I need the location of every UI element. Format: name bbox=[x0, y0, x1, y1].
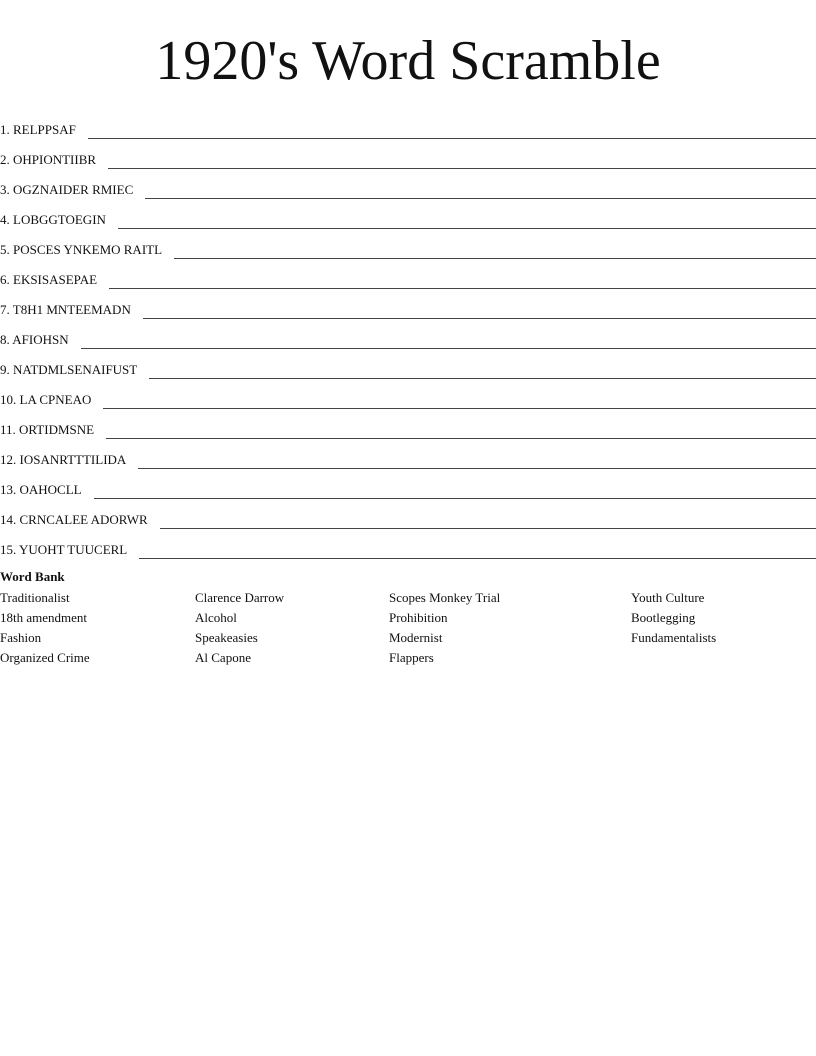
scramble-label bbox=[0, 330, 69, 350]
scramble-list bbox=[0, 110, 816, 560]
item-number: 13. bbox=[0, 482, 17, 497]
scramble-label bbox=[0, 240, 162, 260]
scramble-label bbox=[0, 420, 94, 440]
word-bank-item: Traditionalist bbox=[0, 590, 70, 605]
list-item bbox=[0, 380, 816, 410]
answer-line[interactable] bbox=[138, 467, 816, 469]
scramble-label bbox=[0, 270, 97, 290]
scramble-label bbox=[0, 390, 91, 410]
word-bank-item: Speakeasies bbox=[195, 630, 258, 645]
scrambled-word: IOSANRTTTILIDA bbox=[19, 452, 127, 467]
list-item bbox=[0, 290, 816, 320]
scrambled-word: CRNCALEE ADORWR bbox=[19, 512, 148, 527]
scrambled-word: OGZNAIDER RMIEC bbox=[13, 182, 134, 197]
word-bank-item: Clarence Darrow bbox=[195, 590, 285, 605]
answer-line[interactable] bbox=[108, 167, 816, 169]
list-item bbox=[0, 230, 816, 260]
word-bank-title: Word Bank bbox=[0, 569, 65, 584]
list-item bbox=[0, 410, 816, 440]
scrambled-word: AFIOHSN bbox=[12, 332, 69, 347]
scramble-label bbox=[0, 180, 133, 200]
list-item bbox=[0, 440, 816, 470]
scramble-label bbox=[0, 480, 82, 500]
word-bank-item: Organized Crime bbox=[0, 650, 90, 665]
answer-line[interactable] bbox=[81, 347, 816, 349]
word-bank-item: 18th amendment bbox=[0, 610, 88, 625]
answer-line[interactable] bbox=[145, 197, 816, 199]
scramble-label bbox=[0, 540, 127, 560]
item-number: 8. bbox=[0, 332, 10, 347]
answer-line[interactable] bbox=[94, 497, 816, 499]
scramble-label bbox=[0, 360, 137, 380]
answer-line[interactable] bbox=[139, 557, 816, 559]
word-bank-item: Scopes Monkey Trial bbox=[389, 590, 501, 605]
item-number: 10. bbox=[0, 392, 17, 407]
word-bank-column-2 bbox=[195, 588, 284, 668]
scrambled-word: NATDMLSENAIFUST bbox=[13, 362, 138, 377]
word-bank-item: Fundamentalists bbox=[631, 630, 717, 645]
item-number: 5. bbox=[0, 242, 10, 257]
page-title: 1920's Word Scramble bbox=[155, 30, 661, 92]
word-bank-item: Alcohol bbox=[195, 610, 237, 625]
scrambled-word: EKSISASEPAE bbox=[13, 272, 98, 287]
word-bank bbox=[0, 568, 816, 668]
list-item bbox=[0, 350, 816, 380]
answer-line[interactable] bbox=[149, 377, 816, 379]
scrambled-word: ORTIDMSNE bbox=[19, 422, 95, 437]
answer-line[interactable] bbox=[109, 287, 816, 289]
word-bank-item: Youth Culture bbox=[631, 590, 705, 605]
answer-line[interactable] bbox=[88, 137, 816, 139]
scramble-label bbox=[0, 120, 76, 140]
item-number: 6. bbox=[0, 272, 10, 287]
item-number: 4. bbox=[0, 212, 10, 227]
item-number: 9. bbox=[0, 362, 10, 377]
list-item bbox=[0, 170, 816, 200]
item-number: 1. bbox=[0, 122, 10, 137]
answer-line[interactable] bbox=[103, 407, 816, 409]
scrambled-word: OHPIONTIIBR bbox=[13, 152, 97, 167]
scramble-label bbox=[0, 450, 126, 470]
list-item bbox=[0, 140, 816, 170]
scrambled-word: RELPPSAF bbox=[13, 122, 76, 137]
word-bank-grid bbox=[0, 588, 816, 668]
item-number: 3. bbox=[0, 182, 10, 197]
list-item bbox=[0, 470, 816, 500]
list-item bbox=[0, 500, 816, 530]
scrambled-word: LA CPNEAO bbox=[19, 392, 92, 407]
answer-line[interactable] bbox=[106, 437, 816, 439]
scrambled-word: LOBGGTOEGIN bbox=[13, 212, 106, 227]
item-number: 12. bbox=[0, 452, 17, 467]
word-bank-column-1 bbox=[0, 588, 90, 668]
word-bank-item: Bootlegging bbox=[631, 610, 696, 625]
scramble-label bbox=[0, 300, 131, 320]
scramble-label bbox=[0, 210, 106, 230]
list-item bbox=[0, 320, 816, 350]
word-bank-item: Prohibition bbox=[389, 610, 448, 625]
answer-line[interactable] bbox=[118, 227, 816, 229]
scrambled-word: YUOHT TUUCERL bbox=[19, 542, 128, 557]
scramble-label bbox=[0, 150, 96, 170]
scrambled-word: OAHOCLL bbox=[19, 482, 82, 497]
item-number: 2. bbox=[0, 152, 10, 167]
list-item bbox=[0, 110, 816, 140]
scramble-label bbox=[0, 510, 148, 530]
item-number: 15. bbox=[0, 542, 17, 557]
scrambled-word: T8H1 MNTEEMADN bbox=[12, 302, 131, 317]
answer-line[interactable] bbox=[143, 317, 816, 319]
word-bank-column-4 bbox=[631, 588, 716, 648]
word-bank-column-3 bbox=[389, 588, 500, 668]
list-item bbox=[0, 260, 816, 290]
answer-line[interactable] bbox=[174, 257, 816, 259]
word-bank-item: Flappers bbox=[389, 650, 434, 665]
list-item bbox=[0, 530, 816, 560]
item-number: 7. bbox=[0, 302, 10, 317]
item-number: 14. bbox=[0, 512, 17, 527]
word-bank-item: Fashion bbox=[0, 630, 42, 645]
item-number: 11. bbox=[0, 422, 16, 437]
list-item bbox=[0, 200, 816, 230]
answer-line[interactable] bbox=[160, 527, 816, 529]
word-bank-item: Al Capone bbox=[195, 650, 251, 665]
word-bank-item: Modernist bbox=[389, 630, 443, 645]
scrambled-word: POSCES YNKEMO RAITL bbox=[13, 242, 163, 257]
